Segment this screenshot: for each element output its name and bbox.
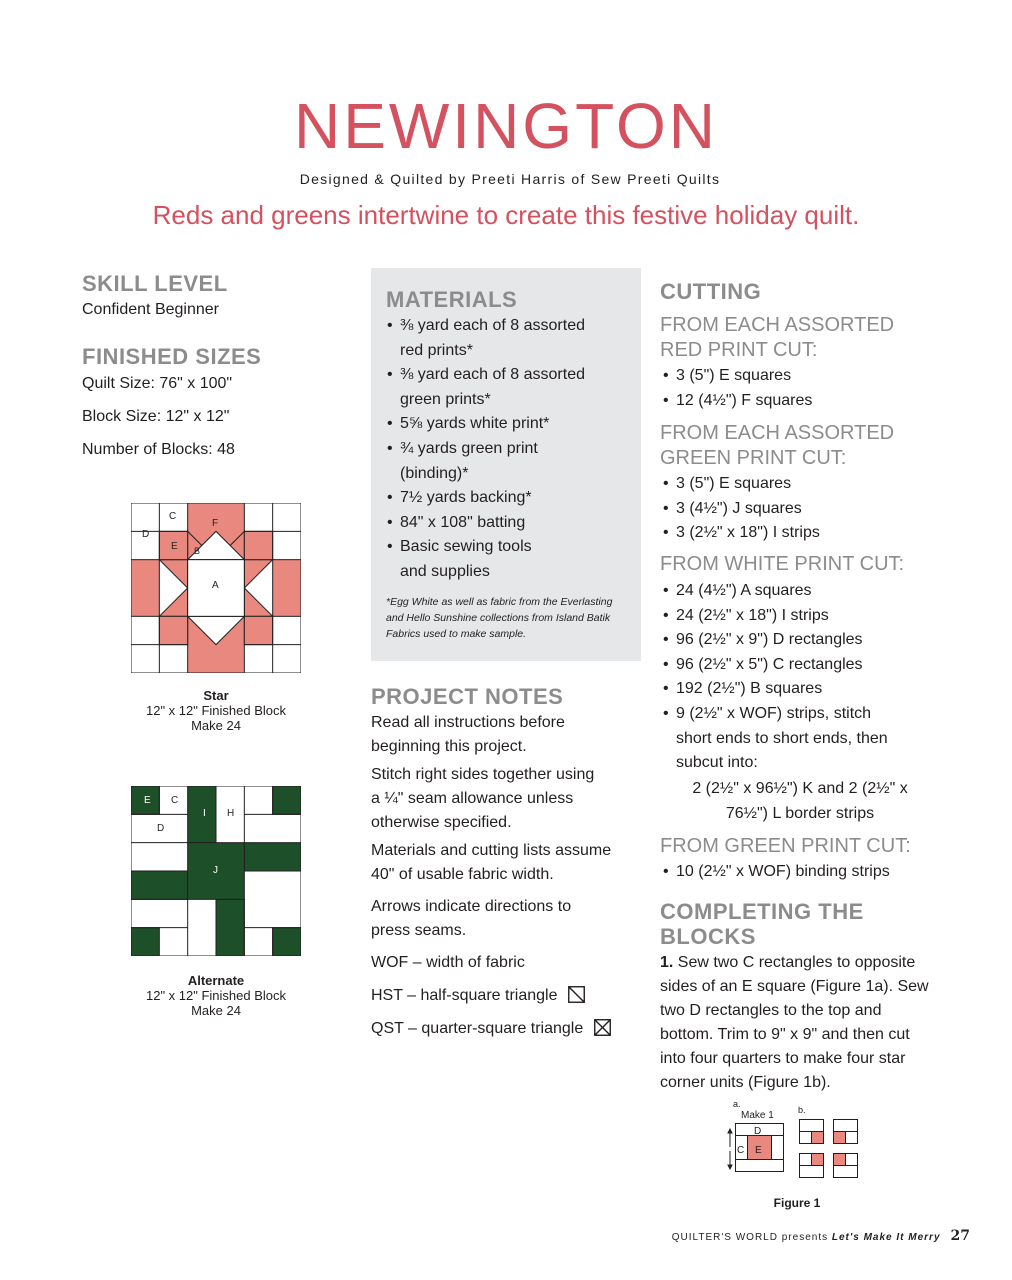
cut-item: • 3 (4½") J squares <box>660 497 960 522</box>
green-binding-heading: FROM GREEN PRINT CUT: <box>660 835 911 857</box>
finished-sizes-heading: FINISHED SIZES <box>82 344 262 369</box>
green-print-list <box>660 472 960 546</box>
note-paragraph: WOF – width of fabric <box>371 954 525 971</box>
cut-item: • 3 (5") E squares <box>660 472 960 497</box>
materials-item: • 7½ yards backing* <box>384 486 634 511</box>
alt-caption-size: 12" x 12" Finished Block <box>145 988 287 1003</box>
page-number: 27 <box>950 1228 970 1244</box>
alt-caption-title: Alternate <box>187 973 245 988</box>
star-label-d: D <box>142 529 150 540</box>
cut-item: • 3 (2½" x 18") I strips <box>660 521 960 546</box>
figure-1a-label: a. <box>733 1099 741 1109</box>
cut-item: • 10 (2½" x WOF) binding strips <box>660 860 960 885</box>
alt-label-h: H <box>227 808 235 819</box>
quilt-size: Quilt Size: 76" x 100" <box>82 375 233 392</box>
figure-1a-d: D <box>754 1126 762 1137</box>
star-caption-make: Make 24 <box>191 718 241 733</box>
white-print-heading: FROM WHITE PRINT CUT: <box>660 553 905 575</box>
completing-heading: COMPLETING THE BLOCKS <box>660 899 864 949</box>
cut-item: • 9 (2½" x WOF) strips, stitch short ends to short ends, then subcut into: <box>660 702 960 776</box>
project-notes-heading: PROJECT NOTES <box>371 684 564 709</box>
figure-1b-diagram <box>799 1119 861 1181</box>
materials-item: • Basic sewing tools and supplies <box>384 535 634 584</box>
green-print-heading: FROM EACH ASSORTED GREEN PRINT CUT: <box>660 422 895 469</box>
figure-1a-c: C <box>737 1145 745 1156</box>
cut-item: • 3 (5") E squares <box>660 364 960 389</box>
alt-label-d: D <box>157 823 165 834</box>
footer-book-title: Let's Make It Merry <box>831 1232 941 1243</box>
star-label-e: E <box>171 541 178 552</box>
figure-1-caption: Figure 1 <box>773 1196 821 1210</box>
cutting-heading: CUTTING <box>660 279 762 304</box>
materials-item: • 84" x 108" batting <box>384 511 634 536</box>
star-caption <box>116 688 316 733</box>
star-label-f: F <box>212 518 219 529</box>
cut-item: • 192 (2½") B squares <box>660 677 960 702</box>
materials-item: • ¾ yards green print (binding)* <box>384 437 634 486</box>
materials-list <box>384 314 634 585</box>
number-of-blocks: Number of Blocks: 48 <box>82 441 235 458</box>
cut-item: • 24 (2½" x 18") I strips <box>660 604 960 629</box>
page-footer <box>672 1228 970 1244</box>
cut-item: • 24 (4½") A squares <box>660 579 960 604</box>
qst-icon <box>594 1019 611 1036</box>
hst-icon <box>568 986 585 1003</box>
note-paragraph: Materials and cutting lists assume 40" of usable fabric width. <box>371 842 612 883</box>
designer-credit: Designed & Quilted by Preeti Harris of Sew Preeti Quilts <box>299 171 721 187</box>
tagline: Reds and greens intertwine to create this festive holiday quilt. <box>152 200 860 230</box>
footer-brand: QUILTER'S WORLD presents <box>671 1232 832 1243</box>
alt-label-c: C <box>171 795 179 806</box>
project-notes <box>371 711 641 1041</box>
step-number: 1. <box>660 954 674 971</box>
note-paragraph: HST – half-square triangle <box>371 984 641 1008</box>
skill-level-value: Confident Beginner <box>82 301 219 318</box>
note-paragraph: Stitch right sides together using a ¼" seam allowance unless otherwise specified. <box>371 766 595 831</box>
red-print-heading: FROM EACH ASSORTED RED PRINT CUT: <box>660 314 895 361</box>
materials-item: • ⅜ yard each of 8 assorted red prints* <box>384 314 634 363</box>
note-paragraph: Arrows indicate directions to press seams. <box>371 898 572 939</box>
figure-1a-e: E <box>755 1145 762 1156</box>
alt-label-e: E <box>144 795 151 806</box>
green-binding-list <box>660 860 960 885</box>
skill-level-heading: SKILL LEVEL <box>82 271 228 296</box>
star-caption-size: 12" x 12" Finished Block <box>145 703 287 718</box>
note-paragraph: Read all instructions before beginning this project. <box>371 714 565 755</box>
cut-item: • 96 (2½" x 9") D rectangles <box>660 628 960 653</box>
materials-item: • 5⅝ yards white print* <box>384 412 634 437</box>
star-caption-title: Star <box>203 688 229 703</box>
pattern-title: NEWINGTON <box>293 90 719 162</box>
note-paragraph: QST – quarter-square triangle <box>371 1017 641 1041</box>
alt-caption-make: Make 24 <box>191 1003 241 1018</box>
materials-item: • ⅜ yard each of 8 assorted green prints* <box>384 363 634 412</box>
alt-label-j: J <box>213 865 218 876</box>
block-size: Block Size: 12" x 12" <box>82 408 230 425</box>
red-print-list <box>660 364 960 413</box>
alt-label-i: I <box>203 808 206 819</box>
alternate-caption <box>116 973 316 1018</box>
star-label-c: C <box>169 511 177 522</box>
figure-1a-make: Make 1 <box>741 1110 774 1121</box>
white-print-list <box>660 579 960 776</box>
materials-heading: MATERIALS <box>386 287 518 312</box>
step-1: 1. Sew two C rectangles to opposite sides of an E square (Figure 1a). Sew two D rectangles to the top and bottom. Trim to 9" x 9" and then cut into four quarters to make four star corner units (Figure 1b). <box>660 954 929 1091</box>
star-label-a: A <box>212 580 219 591</box>
cut-item: • 96 (2½" x 5") C rectangles <box>660 653 960 678</box>
figure-1b-label: b. <box>798 1105 806 1115</box>
star-label-b: B <box>194 546 201 556</box>
cut-item: • 12 (4½") F squares <box>660 389 960 414</box>
materials-note: *Egg White as well as fabric from the Everlasting and Hello Sunshine collections from Island Batik Fabrics used to make sample. <box>386 596 613 640</box>
border-strips-subitem: 2 (2½" x 96½") K and 2 (2½" x 76½") L border strips <box>692 780 908 822</box>
